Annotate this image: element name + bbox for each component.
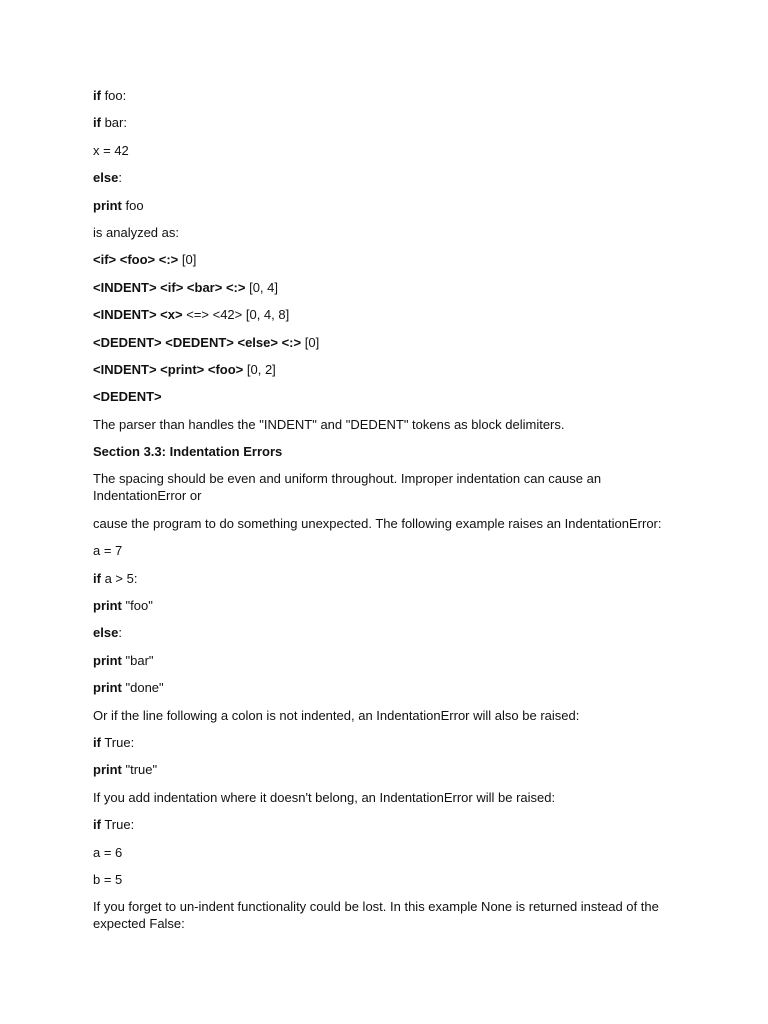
text-line	[93, 624, 672, 641]
text: "foo"	[121, 598, 153, 614]
text-line	[93, 515, 672, 532]
bold-text: <INDENT> <if> <bar> <:>	[93, 279, 246, 295]
text-line	[93, 443, 672, 460]
text-line	[93, 679, 672, 696]
text: [0, 4]	[245, 279, 278, 295]
text: "bar"	[121, 652, 154, 668]
text: [0]	[301, 334, 320, 350]
bold-text: if	[93, 734, 101, 750]
bold-text: print	[93, 197, 122, 213]
text: Or if the line following a colon is not indented, an IndentationError will also be raised:	[93, 707, 580, 723]
text: "done"	[121, 680, 164, 696]
bold-text: print	[93, 652, 122, 668]
text: The parser than handles the "INDENT" and "DEDENT" tokens as block delimiters.	[93, 416, 565, 432]
text-line	[93, 871, 672, 888]
bold-text: <if> <foo> <:>	[93, 252, 179, 268]
text: b = 5	[93, 871, 123, 887]
text: foo	[121, 197, 144, 213]
text-line	[93, 142, 672, 159]
text: a = 7	[93, 543, 123, 559]
text: If you add indentation where it doesn't belong, an IndentationError will be raised:	[93, 789, 556, 805]
document-body	[93, 87, 672, 932]
text-line	[93, 334, 672, 351]
text: "true"	[121, 762, 158, 778]
bold-text: if	[93, 570, 101, 586]
text: is analyzed as:	[93, 224, 179, 240]
text-line	[93, 114, 672, 131]
bold-text: print	[93, 598, 122, 614]
bold-text: print	[93, 680, 122, 696]
text-line	[93, 169, 672, 186]
text: foo:	[100, 88, 127, 103]
text-line	[93, 652, 672, 669]
text-line	[93, 361, 672, 378]
text: x = 42	[93, 142, 129, 158]
text-line	[93, 542, 672, 559]
text-line	[93, 898, 672, 932]
text: True:	[100, 734, 135, 750]
text-line	[93, 570, 672, 587]
text: The spacing should be even and uniform throughout. Improper indentation can cause an IndentationError or	[93, 471, 602, 504]
text-line	[93, 251, 672, 268]
text-line	[93, 224, 672, 241]
bold-text: <DEDENT>	[93, 389, 162, 405]
text: a > 5:	[100, 570, 138, 586]
bold-text: else	[93, 625, 119, 641]
text: [0]	[178, 252, 197, 268]
bold-text: if	[93, 88, 101, 103]
text-line	[93, 197, 672, 214]
text: True:	[100, 817, 135, 833]
text-line	[93, 87, 672, 104]
text-line	[93, 279, 672, 296]
text-line	[93, 416, 672, 433]
text-line	[93, 707, 672, 724]
text-line	[93, 306, 672, 323]
bold-text: if	[93, 115, 101, 131]
bold-text: else	[93, 170, 119, 186]
text-line	[93, 789, 672, 806]
text-line	[93, 734, 672, 751]
bold-text: if	[93, 817, 101, 833]
bold-text: Section 3.3: Indentation Errors	[93, 444, 283, 460]
text: a = 6	[93, 844, 123, 860]
bold-text: <INDENT> <x>	[93, 307, 183, 323]
text-line	[93, 470, 672, 504]
text: bar:	[100, 115, 127, 131]
text-line	[93, 761, 672, 778]
text-line	[93, 388, 672, 405]
text: cause the program to do something unexpected. The following example raises an IndentationError:	[93, 515, 662, 531]
text: <=> <42> [0, 4, 8]	[182, 307, 290, 323]
bold-text: <DEDENT> <DEDENT> <else> <:>	[93, 334, 302, 350]
text-line	[93, 597, 672, 614]
text: [0, 2]	[243, 361, 276, 377]
bold-text: <INDENT> <print> <foo>	[93, 361, 244, 377]
text: :	[118, 625, 122, 641]
bold-text: print	[93, 762, 122, 778]
text: If you forget to un-indent functionality could be lost. In this example None is returned instead of the expected False:	[93, 899, 659, 932]
text-line	[93, 844, 672, 861]
text: :	[118, 170, 122, 186]
text-line	[93, 816, 672, 833]
